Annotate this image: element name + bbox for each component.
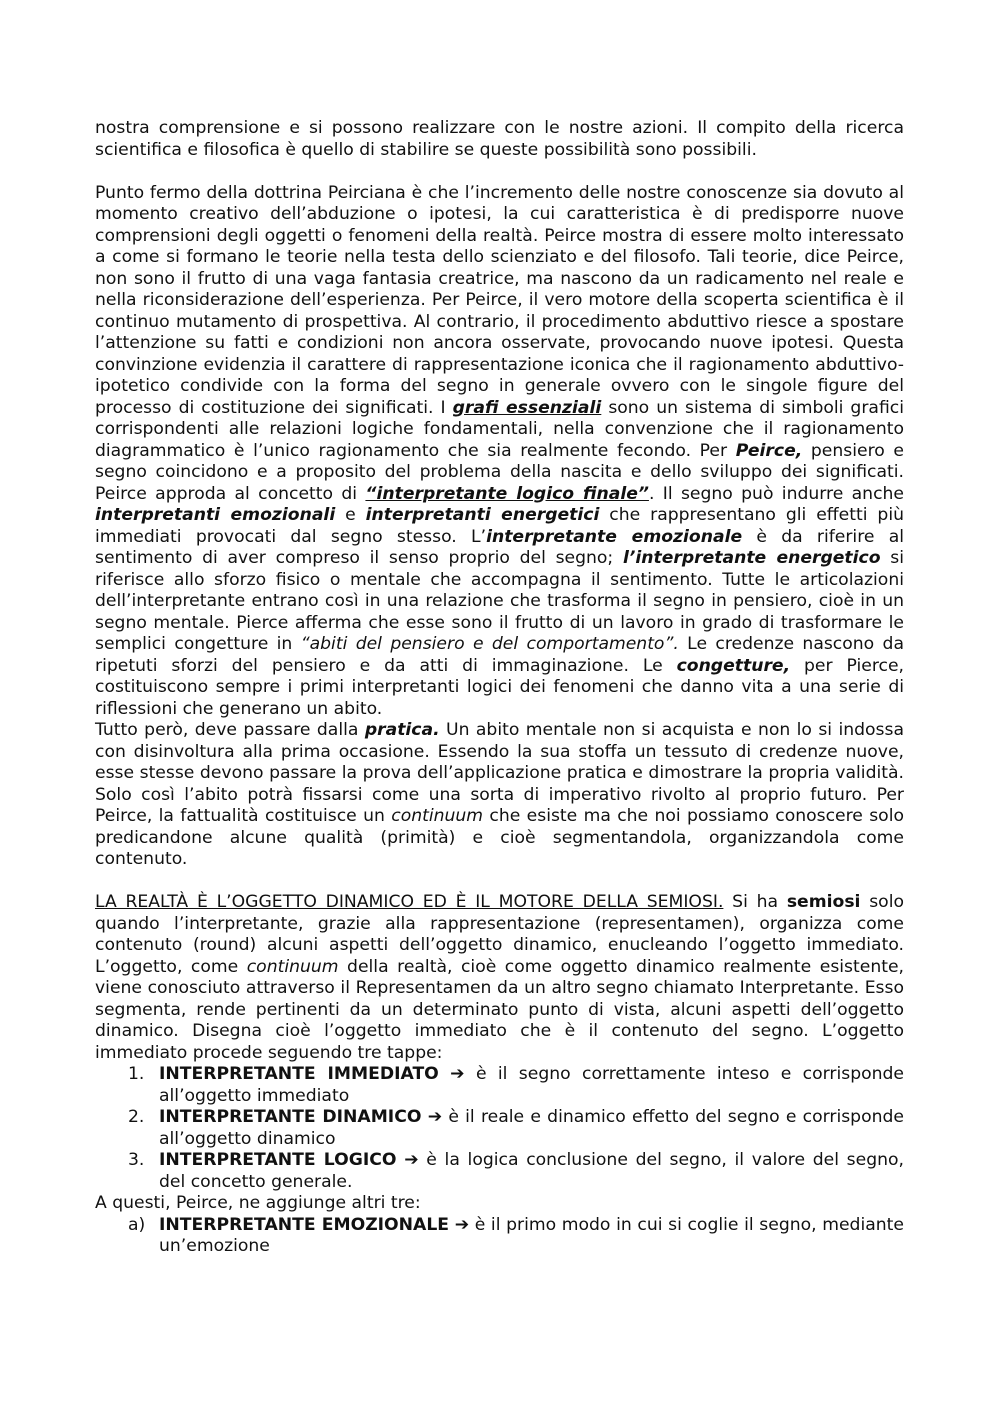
term-interpretanti-emozionali: interpretanti emozionali bbox=[95, 505, 336, 525]
section-heading: LA REALTÀ È L’OGGETTO DINAMICO ED È IL MOTORE DELLA SEMIOSI. bbox=[95, 892, 724, 912]
paragraph-intro bbox=[95, 118, 904, 161]
list-number: 2. bbox=[128, 1107, 145, 1127]
term-interpretante-energetico: l’interpretante energetico bbox=[622, 548, 881, 568]
paragraph-gap bbox=[95, 871, 904, 893]
text: solo quando l’interpretante, grazie alla rappresentazione (representamen), organizza come contenuto (round) alcuni aspetti dell’oggetto dinamico, enucleando l’oggetto immediato. L’oggetto, come bbox=[95, 892, 904, 977]
list-number: 3. bbox=[128, 1150, 145, 1170]
document-page bbox=[95, 118, 904, 1258]
term-continuum: continuum bbox=[246, 956, 339, 977]
quote-abiti: “abiti del pensiero e del comportamento”. bbox=[300, 634, 679, 654]
text: che rappresentano gli effetti più immediati provocati dal segno stesso. L’ bbox=[95, 505, 904, 547]
text: Tutto però, deve passare dalla bbox=[95, 720, 365, 740]
text: A questi, Peirce, ne aggiunge altri tre: bbox=[95, 1193, 421, 1213]
list-term: INTERPRETANTE LOGICO bbox=[159, 1150, 397, 1170]
term-peirce: Peirce, bbox=[735, 440, 803, 461]
list-item bbox=[95, 1215, 904, 1258]
arrow-right-icon: ➔ bbox=[454, 1214, 470, 1235]
text: Le credenze nascono da ripetuti sforzi del pensiero e da atti di immaginazione. Le bbox=[95, 634, 904, 676]
arrow-right-icon: ➔ bbox=[427, 1107, 443, 1127]
list-description: è il reale e dinamico effetto del segno e corrisponde all’oggetto dinamico bbox=[159, 1107, 904, 1149]
text: Un abito mentale non si acquista e non lo si indossa con disinvoltura alla prima occasione. Essendo la sua stoffa un tessuto di credenze nuove, esse stesse devono passare la prova dell’applicazione pratica e dimostrare la propria validità. Solo così l’abito potrà fissarsi come una sorta di imperativo rivolto al proprio futuro. Per Peirce, la fattualità costituisce un bbox=[95, 720, 904, 826]
list-item bbox=[95, 1150, 904, 1193]
text: Punto fermo della dottrina Peirciana è che l’incremento delle nostre conoscenze sia dovuto al momento creativo dell’abduzione o ipotesi, la cui caratteristica è di predisporre nuove comprensioni degli oggetti o fenomeni della realtà. Peirce mostra di essere molto interessato a come si formano le teorie nella testa dello scienziato e del filosofo. Tali teorie, dice Peirce, non sono il frutto di una vaga fantasia creatrice, ma nascono da un radicamento nel reale e nella riconsiderazione dell’esperienza. Per Peirce, il vero motore della scoperta scientifica è il continuo mutamento di prospettiva. Al contrario, il procedimento abduttivo riesce a spostare l’attenzione su fatti e condizioni non ancora osservate, provocando nuove ipotesi. Questa convinzione evidenzia il carattere di rappresentazione iconica che il ragionamento abduttivo-ipotetico condivide con la forma del segno in generale ovvero con le singole figure del processo di costituzione dei significati. I bbox=[95, 182, 904, 418]
term-interpretante-emozionale: interpretante emozionale bbox=[486, 526, 743, 547]
list-item bbox=[95, 1064, 904, 1107]
list-item bbox=[95, 1107, 904, 1150]
text: che esiste ma che noi possiamo conoscere solo predicandone alcune qualità (primità) e cioè segmentandola, organizzandola come contenuto. bbox=[95, 806, 904, 869]
list-description: è il segno correttamente inteso e corrisponde all’oggetto immediato bbox=[159, 1064, 904, 1106]
term-grafi-essenziali: grafi essenziali bbox=[452, 397, 602, 418]
term-semiosi: semiosi bbox=[786, 892, 861, 912]
text: è da riferire al sentimento di aver compreso il senso proprio del segno; bbox=[95, 526, 905, 568]
list-description: è il primo modo in cui si coglie il segno, mediante un’emozione bbox=[159, 1214, 904, 1256]
list-term: INTERPRETANTE DINAMICO bbox=[159, 1107, 422, 1127]
term-pratica: pratica. bbox=[364, 720, 440, 740]
paragraph-altri-tre bbox=[95, 1193, 904, 1215]
text: per Pierce, costituiscono sempre i primi interpretanti logici dei fenomeni che danno vita a una serie di riflessioni che generano un abito. bbox=[95, 655, 904, 719]
text: si riferisce allo sforzo fisico o mentale che accompagna il sentimento. Tutte le articolazioni dell’interpretante entrano così in una relazione che trasforma il segno in pensiero, cioè in un segno mentale. Pierce afferma che esse sono il frutto di un lavoro in grado di trasformare le semplici congetture in bbox=[95, 548, 904, 654]
term-interpretante-logico-finale: “interpretante logico finale” bbox=[365, 483, 649, 504]
paragraph-pratica bbox=[95, 720, 904, 871]
text: . Il segno può indurre anche bbox=[648, 483, 904, 504]
list-description: è la logica conclusione del segno, il valore del segno, del concetto generale. bbox=[159, 1150, 904, 1192]
paragraph-abduction bbox=[95, 183, 904, 721]
lettered-list bbox=[95, 1215, 904, 1258]
paragraph-gap bbox=[95, 161, 904, 183]
list-term: INTERPRETANTE IMMEDIATO bbox=[159, 1064, 439, 1084]
term-interpretanti-energetici: interpretanti energetici bbox=[365, 505, 600, 525]
numbered-list bbox=[95, 1064, 904, 1193]
text: Si ha bbox=[723, 892, 787, 912]
list-letter: a) bbox=[128, 1214, 146, 1235]
text: sono un sistema di simboli grafici corrispondenti alle relazioni logiche fondamentali, nella convenzione che il ragionamento diagrammatico è l’unico ragionamento che sia realmente fecondo. Per bbox=[95, 397, 904, 461]
text: pensiero e segno coincidono e a proposito del problema della nascita e dello sviluppo dei significati. Peirce approda al concetto di bbox=[95, 440, 904, 504]
list-number: 1. bbox=[128, 1064, 145, 1084]
arrow-right-icon: ➔ bbox=[404, 1150, 419, 1170]
term-congetture: congetture, bbox=[676, 655, 791, 676]
list-term: INTERPRETANTE EMOZIONALE bbox=[159, 1214, 450, 1235]
text: e bbox=[335, 505, 366, 525]
text: della realtà, cioè come oggetto dinamico realmente esistente, viene conosciuto attraverso il Representamen da un altro segno chiamato Interpretante. Esso segmenta, rende pertinenti da un determinato punto di vista, alcuni aspetti dell’oggetto dinamico. Disegna cioè l’oggetto immediato che è il contenuto del segno. L’oggetto immediato procede seguendo tre tappe: bbox=[95, 956, 904, 1063]
paragraph-realta bbox=[95, 892, 904, 1064]
arrow-right-icon: ➔ bbox=[450, 1064, 465, 1084]
text: nostra comprensione e si possono realizzare con le nostre azioni. Il compito della ricerca scientifica e filosofica è quello di stabilire se queste possibilità sono possibili. bbox=[95, 118, 904, 160]
term-continuum: continuum bbox=[391, 806, 484, 826]
